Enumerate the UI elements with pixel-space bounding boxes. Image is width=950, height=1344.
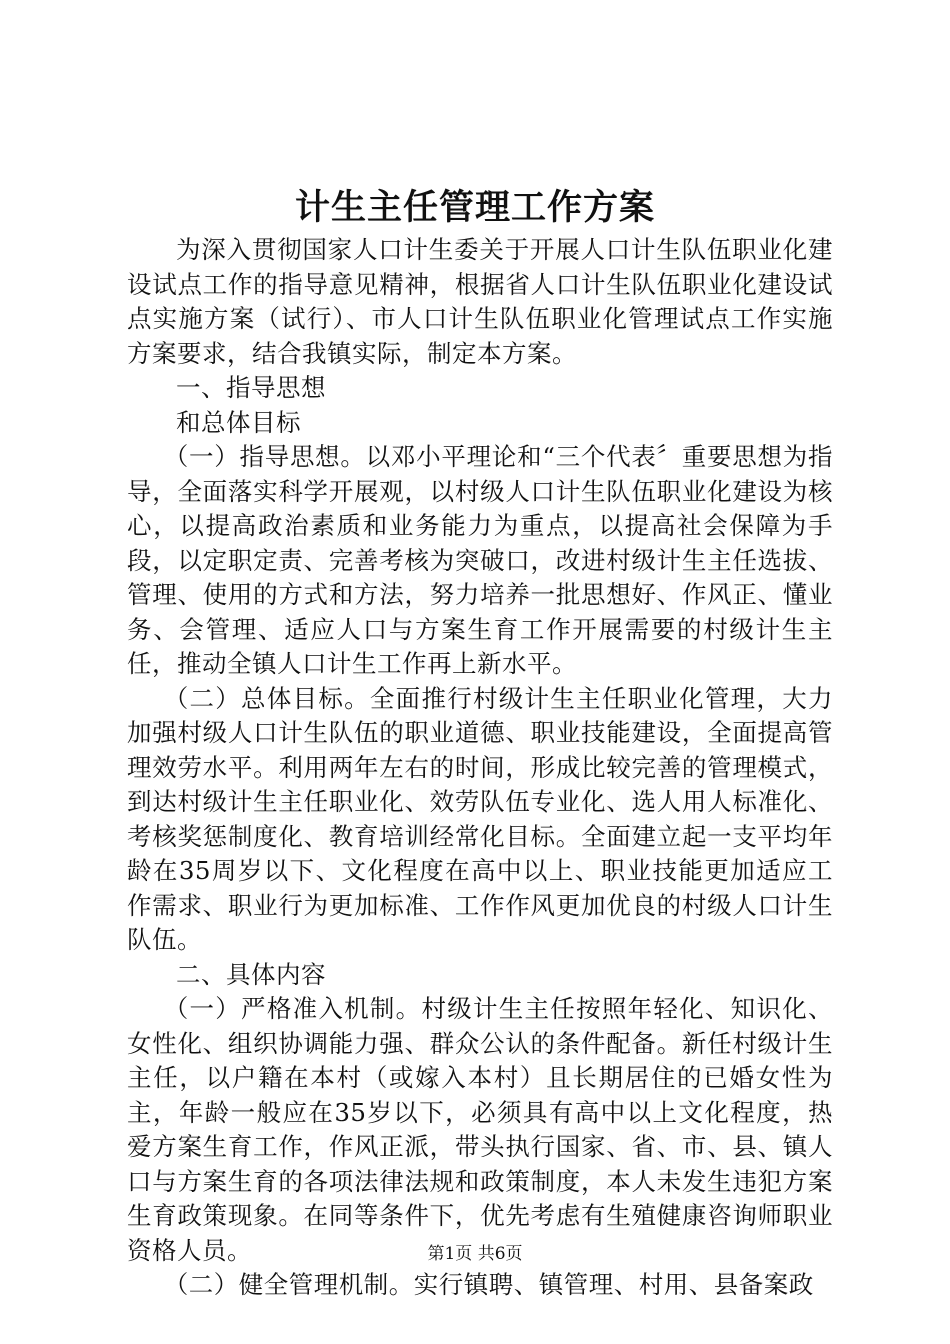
- paragraph-overall-goal: （二）总体目标。全面推行村级计生主任职业化管理，大力加强村级人口计生队伍的职业道德、职业技能建设，全面提高管理效劳水平。利用两年左右的时间，形成比较完善的管理模式，到达村级计生主任职业化、效劳队伍专业化、选人用人标准化、考核奖惩制度化、教育培训经常化目标。全面建立起一支平均年龄在35周岁以下、文化程度在高中以上、职业技能更加适应工作需求、职业行为更加标准、工作作风更加优良的村级人口计生队伍。: [127, 683, 833, 954]
- section-heading-specific-content: 二、具体内容: [176, 959, 326, 989]
- document-title: 计生主任管理工作方案: [294, 187, 655, 228]
- paragraph-management-mechanism: （二）健全管理机制。实行镇聘、镇管理、村用、县备案政: [163, 1270, 814, 1299]
- paragraph-guiding-thought: （一）指导思想。以邓小平理论和“三个代表〞重要思想为指导，全面落实科学开展观，以村级人口计生队伍职业化建设为核心，以提高政治素质和业务能力为重点，以提高社会保障为手段，以定职定责、完善考核为突破口，改进村级计生主任选拔、管理、使用的方式和方法，努力培养一批思想好、作风正、懂业务、会管理、适应人口与方案生育工作开展需要的村级计生主任，推动全镇人口计生工作再上新水平。: [127, 442, 833, 678]
- section-heading-overall-goal: 和总体目标: [176, 407, 301, 437]
- section-heading-guiding-thought: 一、指导思想: [176, 373, 326, 402]
- document-body: [127, 233, 833, 1303]
- page-footer: 第1页 共6页: [427, 1244, 523, 1264]
- intro-paragraph: 为深入贯彻国家人口计生委关于开展人口计生队伍职业化建设试点工作的指导意见精神，根据省人口计生队伍职业化建设试点实施方案（试行）、市人口计生队伍职业化管理试点工作实施方案要求，结合我镇实际，制定本方案。: [127, 235, 833, 368]
- paragraph-entry-mechanism: （一）严格准入机制。村级计生主任按照年轻化、知识化、女性化、组织协调能力强、群众公认的条件配备。新任村级计生主任，以户籍在本村（或嫁入本村）且长期居住的已婚女性为主，年龄一般应在35岁以下，必须具有高中以上文化程度，热爱方案生育工作，作风正派，带头执行国家、省、市、县、镇人口与方案生育的各项法律法规和政策制度，本人未发生违犯方案生育政策现象。在同等条件下，优先考虑有生殖健康咨询师职业资格人员。: [127, 994, 833, 1265]
